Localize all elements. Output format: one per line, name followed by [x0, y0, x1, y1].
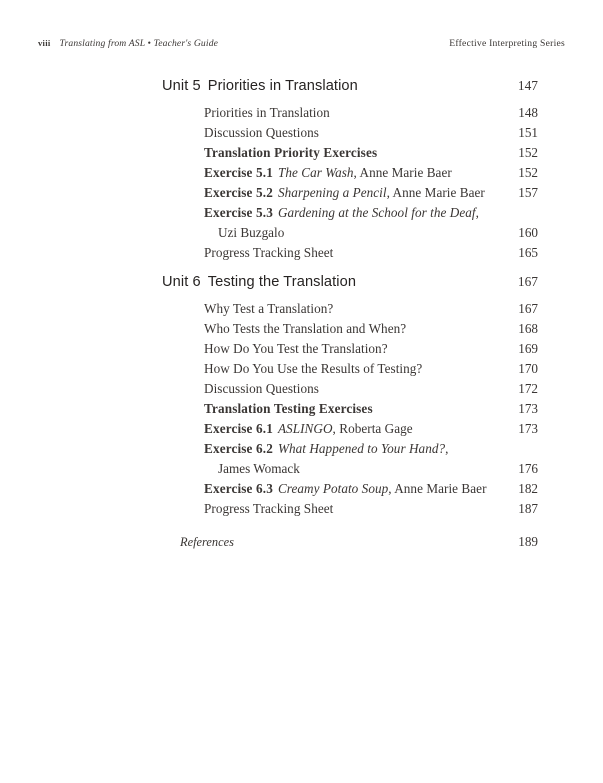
- exercise-number: Exercise 5.2: [204, 185, 273, 200]
- exercise-title: Creamy Potato Soup: [277, 481, 389, 496]
- toc-exercise-entry[interactable]: [162, 205, 538, 225]
- toc-page-number: 173: [518, 401, 538, 416]
- toc-entry-label: How Do You Test the Translation?: [204, 341, 388, 356]
- toc-unit-heading[interactable]: [162, 78, 538, 105]
- exercise-author: , Roberta Gage: [332, 421, 413, 436]
- toc-page-number: 170: [518, 361, 538, 376]
- toc-exercise-label: [204, 185, 508, 201]
- exercise-title: ASLINGO: [277, 421, 333, 436]
- toc-page-number: 157: [518, 185, 538, 200]
- toc-entry-continuation[interactable]: [162, 461, 538, 481]
- toc-exercise-label: [204, 481, 508, 497]
- toc-page-number: 189: [518, 534, 538, 549]
- toc-entry-label: Progress Tracking Sheet: [204, 245, 334, 260]
- exercise-author: ,: [475, 205, 479, 220]
- exercise-number: Exercise 5.3: [204, 205, 273, 220]
- toc-page-number: 176: [518, 461, 538, 476]
- exercise-title: Sharpening a Pencil: [277, 185, 387, 200]
- toc-references-entry[interactable]: [162, 534, 538, 554]
- unit-number: Unit 6: [162, 274, 201, 290]
- toc-page-number: 167: [518, 301, 538, 316]
- book-title: Translating from ASL • Teacher's Guide: [59, 38, 219, 49]
- exercise-title: What Happened to Your Hand?: [277, 441, 446, 456]
- exercise-author: , Anne Marie Baer: [388, 481, 487, 496]
- toc-entry-label: Who Tests the Translation and When?: [204, 321, 407, 336]
- toc-exercise-label: [204, 165, 508, 181]
- toc-page-number: 187: [518, 501, 538, 516]
- toc-exercise-label: [204, 441, 508, 457]
- toc-continuation-label: Uzi Buzgalo: [218, 225, 285, 240]
- running-head: [38, 38, 565, 52]
- toc-page-number: 172: [518, 381, 538, 396]
- toc-section-heading[interactable]: [162, 401, 538, 421]
- exercise-number: Exercise 6.1: [204, 421, 273, 436]
- toc-page-number: 151: [518, 125, 538, 140]
- exercise-author: , Anne Marie Baer: [386, 185, 485, 200]
- toc-page-number: 182: [518, 481, 538, 496]
- toc-page-number: 167: [517, 274, 538, 289]
- toc-exercise-entry[interactable]: [162, 185, 538, 205]
- exercise-author: ,: [445, 441, 449, 456]
- exercise-number: Exercise 6.3: [204, 481, 273, 496]
- exercise-number: Exercise 6.2: [204, 441, 273, 456]
- toc-entry[interactable]: [162, 361, 538, 381]
- toc-page-number: 169: [518, 341, 538, 356]
- toc-section-heading-label: Translation Priority Exercises: [204, 145, 378, 160]
- toc-entry-label: Discussion Questions: [204, 381, 319, 396]
- toc-page-number: 165: [518, 245, 538, 260]
- toc-entry-label: Why Test a Translation?: [204, 301, 334, 316]
- toc-exercise-label: [204, 205, 508, 221]
- toc-entry[interactable]: [162, 501, 538, 521]
- exercise-number: Exercise 5.1: [204, 165, 273, 180]
- toc-entry-label: Priorities in Translation: [204, 105, 330, 120]
- toc-entry[interactable]: [162, 125, 538, 145]
- unit-title: Testing the Translation: [207, 274, 357, 290]
- exercise-title: Gardening at the School for the Deaf: [277, 205, 476, 220]
- toc-unit-heading-label: [162, 78, 508, 94]
- toc-entry[interactable]: [162, 105, 538, 125]
- toc-entry[interactable]: [162, 321, 538, 341]
- toc-exercise-entry[interactable]: [162, 421, 538, 441]
- table-of-contents: [162, 78, 538, 554]
- exercise-author: , Anne Marie Baer: [353, 165, 452, 180]
- toc-exercise-entry[interactable]: [162, 165, 538, 185]
- toc-exercise-entry[interactable]: [162, 441, 538, 461]
- toc-entry-label: Discussion Questions: [204, 125, 319, 140]
- running-head-left: [38, 38, 218, 49]
- toc-unit-heading-label: [162, 274, 508, 290]
- toc-page-number: 147: [517, 78, 538, 93]
- toc-continuation-label: James Womack: [218, 461, 300, 476]
- toc-entry-label: Progress Tracking Sheet: [204, 501, 334, 516]
- toc-section-heading-label: Translation Testing Exercises: [204, 401, 373, 416]
- toc-entry-label: How Do You Use the Results of Testing?: [204, 361, 423, 376]
- toc-entry[interactable]: [162, 301, 538, 321]
- page-folio: viii: [38, 38, 51, 48]
- toc-exercise-label: [204, 421, 508, 437]
- toc-page-number: 173: [518, 421, 538, 436]
- unit-number: Unit 5: [162, 78, 201, 94]
- toc-entry[interactable]: [162, 245, 538, 265]
- toc-page-number: 152: [518, 165, 538, 180]
- toc-references-label: References: [180, 535, 234, 549]
- toc-page-number: 160: [518, 225, 538, 240]
- toc-page-number: 148: [518, 105, 538, 120]
- toc-entry[interactable]: [162, 381, 538, 401]
- series-title: Effective Interpreting Series: [449, 38, 565, 49]
- toc-unit-heading[interactable]: [162, 274, 538, 301]
- toc-section-heading[interactable]: [162, 145, 538, 165]
- exercise-title: The Car Wash: [277, 165, 354, 180]
- toc-exercise-entry[interactable]: [162, 481, 538, 501]
- toc-page-number: 152: [518, 145, 538, 160]
- unit-title: Priorities in Translation: [207, 78, 358, 94]
- unit-spacer: [162, 265, 538, 274]
- toc-page-number: 168: [518, 321, 538, 336]
- toc-entry[interactable]: [162, 341, 538, 361]
- toc-entry-continuation[interactable]: [162, 225, 538, 245]
